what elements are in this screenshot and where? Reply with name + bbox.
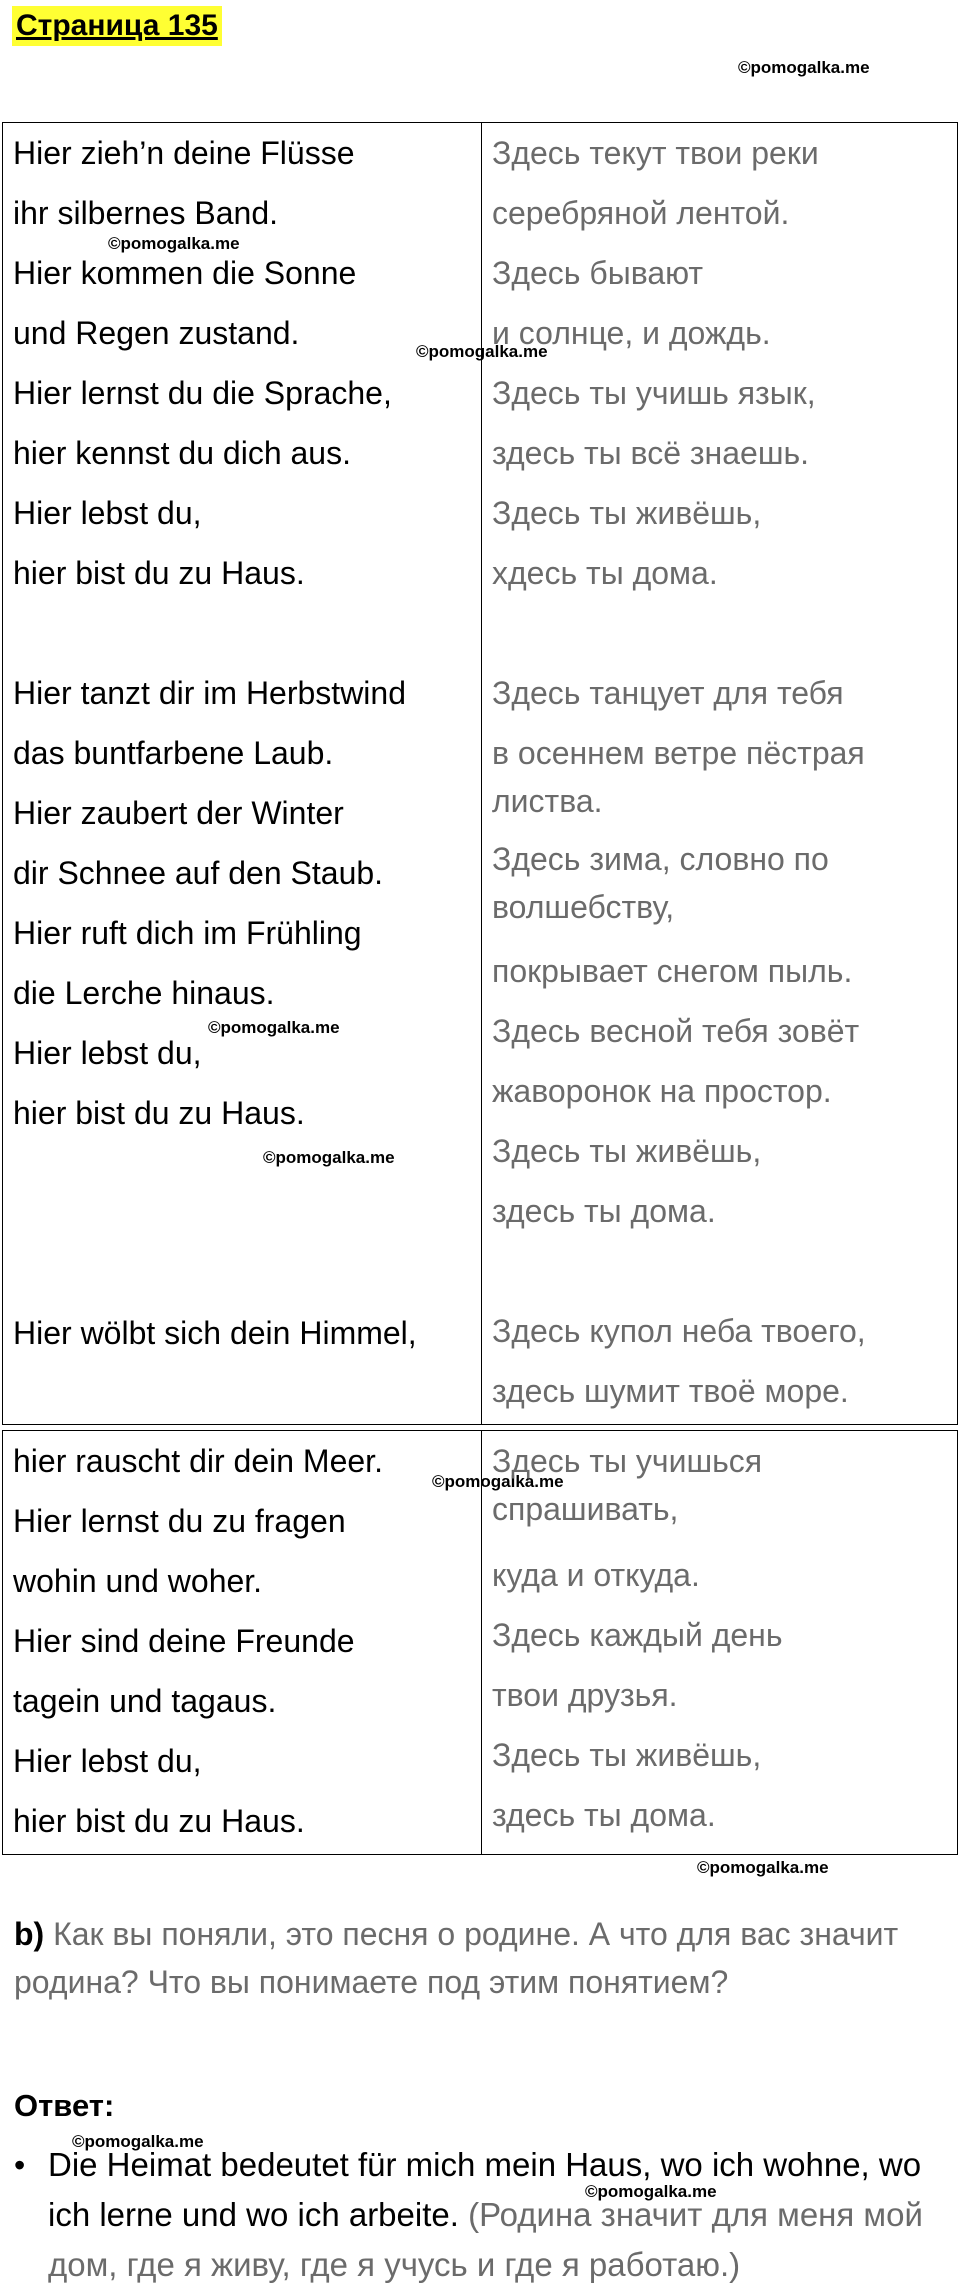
russian-line: серебряной лентой.: [492, 195, 790, 231]
german-line: und Regen zustand.: [13, 315, 300, 351]
page-title: Страница 135: [12, 6, 222, 46]
russian-line: Здесь весной тебя зовёт: [492, 1013, 860, 1049]
german-line: Hier sind deine Freunde: [13, 1623, 355, 1659]
answer: [14, 2140, 949, 2290]
russian-line: и солнце, и дождь.: [492, 315, 771, 351]
watermark: ©pomogalka.me: [416, 342, 548, 361]
german-line: Hier zieh’n deine Flüsse: [13, 135, 355, 171]
german-line: Hier lernst du zu fragen: [13, 1503, 346, 1539]
answer-russian: (Родина значит для меня мой дом, где я живу, где я учусь и где я работаю.): [48, 2196, 923, 2283]
german-line: Hier lebst du,: [13, 1743, 202, 1779]
german-column: [3, 1431, 482, 1855]
russian-line: Здесь ты живёшь,: [492, 1737, 762, 1773]
watermark: ©pomogalka.me: [72, 2132, 204, 2151]
german-line: das buntfarbene Laub.: [13, 735, 334, 771]
russian-line: здесь ты дома.: [492, 1797, 716, 1833]
bullet-icon: •: [14, 2147, 26, 2183]
german-line: tagein und tagaus.: [13, 1683, 277, 1719]
russian-line: здесь ты дома.: [492, 1193, 716, 1229]
german-column: [3, 123, 482, 1425]
question-label: b): [14, 1916, 45, 1952]
russian-line: жаворонок на простор.: [492, 1073, 832, 1109]
question: [14, 1910, 949, 2006]
german-line: dir Schnee auf den Staub.: [13, 855, 384, 891]
russian-line: Здесь текут твои реки: [492, 135, 819, 171]
russian-column: [482, 123, 958, 1425]
german-line: hier bist du zu Haus.: [13, 1095, 305, 1131]
russian-line: хдесь ты дома.: [492, 555, 718, 591]
russian-line: здесь ты всё знаешь.: [492, 435, 810, 471]
russian-line: куда и откуда.: [492, 1557, 700, 1593]
german-line: Hier wölbt sich dein Himmel,: [13, 1315, 417, 1351]
german-line: Hier tanzt dir im Herbstwind: [13, 675, 406, 711]
watermark: ©pomogalka.me: [263, 1148, 395, 1167]
russian-line: покрывает снегом пыль.: [492, 953, 853, 989]
answer-german: Die Heimat bedeutet für mich mein Haus, wo ich wohne, wo ich lerne und wo ich arbeite.: [48, 2146, 922, 2233]
answer-label: Ответ:: [14, 2088, 115, 2123]
watermark: ©pomogalka.me: [208, 1018, 340, 1037]
german-line: Hier ruft dich im Frühling: [13, 915, 362, 951]
russian-line: Здесь ты живёшь,: [492, 1133, 762, 1169]
german-line: Hier zaubert der Winter: [13, 795, 344, 831]
russian-line: Здесь каждый день: [492, 1617, 783, 1653]
russian-line: Здесь купол неба твоего,: [492, 1313, 866, 1349]
german-line: hier bist du zu Haus.: [13, 555, 305, 591]
watermark: ©pomogalka.me: [585, 2182, 717, 2201]
german-line: Hier kommen die Sonne: [13, 255, 357, 291]
russian-line: Здесь танцует для тебя: [492, 675, 844, 711]
russian-line: Здесь ты учишься спрашивать,: [492, 1443, 763, 1527]
russian-line: твои друзья.: [492, 1677, 678, 1713]
watermark: ©pomogalka.me: [108, 234, 240, 253]
russian-line: в осеннем ветре пёстрая листва.: [492, 735, 865, 819]
russian-column: [482, 1431, 958, 1855]
german-line: Hier lernst du die Sprache,: [13, 375, 392, 411]
watermark: ©pomogalka.me: [697, 1858, 829, 1877]
russian-line: Здесь ты учишь язык,: [492, 375, 816, 411]
german-line: Hier lebst du,: [13, 495, 202, 531]
german-line: hier rauscht dir dein Meer.: [13, 1443, 383, 1479]
poem-table-1: [2, 122, 958, 1425]
russian-line: Здесь ты живёшь,: [492, 495, 762, 531]
russian-line: здесь шумит твоё море.: [492, 1373, 849, 1409]
german-line: die Lerche hinaus.: [13, 975, 275, 1011]
german-line: hier bist du zu Haus.: [13, 1803, 305, 1839]
watermark: ©pomogalka.me: [738, 58, 870, 77]
german-line: wohin und woher.: [13, 1563, 263, 1599]
poem-table-2: [2, 1430, 958, 1855]
german-line: hier kennst du dich aus.: [13, 435, 351, 471]
german-line: ihr silbernes Band.: [13, 195, 279, 231]
question-text: Как вы поняли, это песня о родине. А что для вас значит родина? Что вы понимаете под этим понятием?: [14, 1916, 899, 2000]
watermark: ©pomogalka.me: [432, 1472, 564, 1491]
russian-line: Здесь зима, словно по волшебству,: [492, 841, 829, 925]
russian-line: Здесь бывают: [492, 255, 704, 291]
german-line: Hier lebst du,: [13, 1035, 202, 1071]
